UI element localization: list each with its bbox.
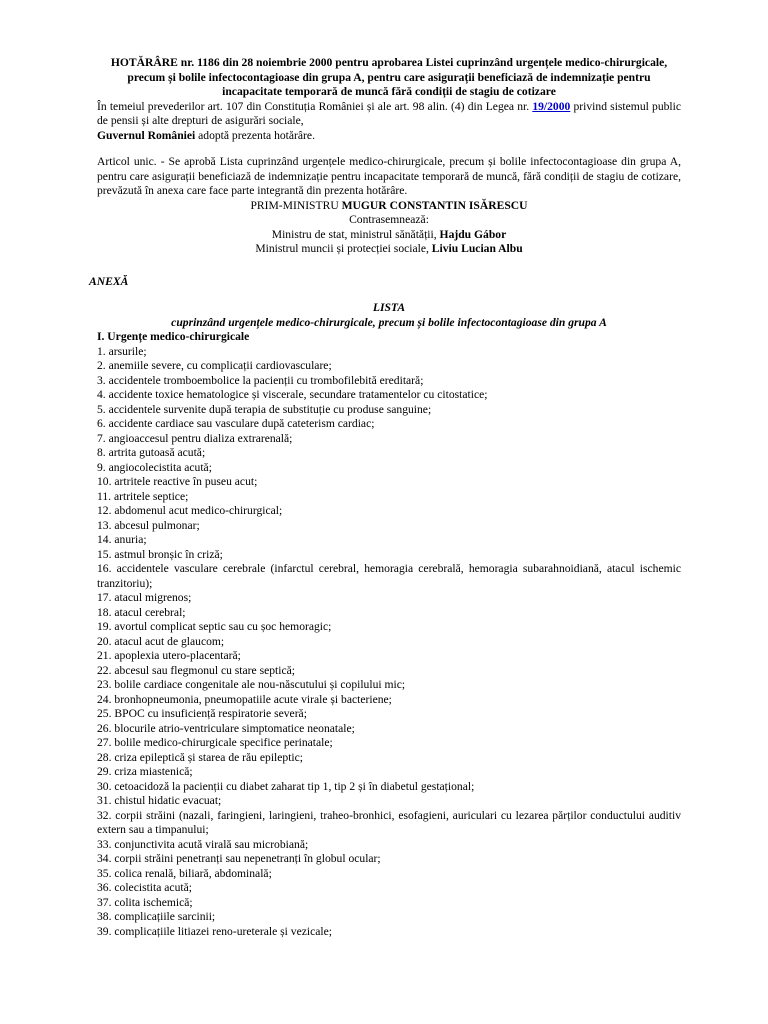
list-item: 26. blocurile atrio-ventriculare simptomatice neonatale; (97, 721, 355, 735)
list-item: 20. atacul acut de glaucom; (97, 634, 225, 648)
list-item: 21. apoplexia utero-placentară; (97, 649, 241, 663)
government-adopts (97, 129, 681, 144)
list-item: 16. accidentele vasculare cerebrale (infarctul cerebral, hemoragia cerebrală, hemoragia subarahnoidiană, atacul ischemic tranzitoriu); (97, 562, 681, 590)
list-item: 33. conjunctivita acută virală sau microbiană; (97, 837, 309, 851)
list-item: 35. colica renală, biliară, abdominală; (97, 866, 272, 880)
min2-label: Ministrul muncii și protecției sociale, (255, 242, 432, 256)
list-item: 24. bronhopneumonia, pneumopatiile acute virale și bacteriene; (97, 692, 392, 706)
list-item: 8. artrita gutoasă acută; (97, 446, 206, 460)
preamble-text: În temeiul prevederilor art. 107 din Constituția României și ale art. 98 alin. (4) din Legea nr. (97, 99, 533, 113)
list-item: 18. atacul cerebral; (97, 605, 186, 619)
document-page (89, 56, 681, 939)
min1-label: Ministru de stat, ministrul sănătății, (271, 227, 440, 241)
item-list (97, 345, 681, 940)
list-item: 27. bolile medico-chirurgicale specifice perinatale; (97, 736, 333, 750)
minister-labour-line (97, 242, 681, 257)
prime-minister-line (97, 199, 681, 214)
law-link[interactable]: 19/2000 (532, 99, 571, 113)
list-title: LISTA (372, 301, 406, 315)
list-item: 31. chistul hidatic evacuat; (97, 794, 222, 808)
annex-label: ANEXĂ (89, 274, 129, 288)
preamble-text-cont: privind sistemul public de pensii și alte drepturi de asigurări sociale, (97, 99, 681, 128)
list-item: 17. atacul migrenos; (97, 591, 192, 605)
list-item: 7. angioaccesul pentru dializa extrarenală; (97, 431, 293, 445)
list-item: 4. accidente toxice hematologice și viscerale, secundare tratamentelor cu citostatice; (97, 388, 488, 402)
list-item: 22. abcesul sau flegmonul cu stare septică; (97, 663, 295, 677)
list-item: 9. angiocolecistita acută; (97, 460, 212, 474)
list-item: 13. abcesul pulmonar; (97, 518, 200, 532)
single-article: Articol unic. - Se aprobă Lista cuprinzând urgențele medico-chirurgicale, precum și bolile infectocontagioase din grupa A, pentru care asigurații beneficiază de indemnizație pentru incapacitate temporară de muncă, fără condiții de stagiu de cotizare, prevăzută în anexa care face parte integrantă din prezenta hotărâre. (97, 155, 681, 198)
list-item: 19. avortul complicat septic sau cu șoc hemoragic; (97, 620, 332, 634)
minister-health-line (97, 228, 681, 243)
list-item: 32. corpii străini (nazali, faringieni, laringieni, traheo-bronhici, esofagieni, auriculari cu lezarea părților conductului auditiv extern sau a timpanului; (97, 808, 681, 837)
list-item: 37. colita ischemică; (97, 895, 193, 909)
list-item: 3. accidentele tromboembolice la pacienții cu trombofilebită ereditară; (97, 373, 424, 387)
list-item: 14. anuria; (97, 533, 147, 547)
government-name: Guvernul României (97, 128, 196, 142)
min2-name: Liviu Lucian Albu (431, 242, 523, 256)
list-item: 29. criza miastenică; (97, 765, 193, 779)
list-item: 28. criza epileptică și starea de rău epileptic; (97, 750, 304, 764)
list-item: 5. accidentele survenite după terapia de substituție cu produse sanguine; (97, 402, 432, 416)
list-item: 36. colecistita acută; (97, 881, 192, 895)
list-item: 11. artritele septice; (97, 489, 189, 503)
pm-label: PRIM-MINISTRU (250, 198, 342, 212)
min1-name: Hajdu Gábor (439, 227, 507, 241)
list-item: 25. BPOC cu insuficiență respiratorie severă; (97, 707, 307, 721)
list-item: 38. complicațiile sarcinii; (97, 910, 216, 924)
document-title: HOTĂRÂRE nr. 1186 din 28 noiembrie 2000 pentru aprobarea Listei cuprinzând urgențele medico-chirurgicale, precum și bolile infectocontagioase din grupa A, pentru care asigurații beneficiază de indemnizație pentru incapacitate temporară de muncă fără condiții de stagiu de cotizare (110, 56, 668, 99)
list-subtitle: cuprinzând urgențele medico-chirurgicale, precum și bolile infectocontagioase din grupa A (171, 315, 607, 329)
pm-name: MUGUR CONSTANTIN ISĂRESCU (341, 198, 528, 212)
list-item: 30. cetoacidoză la pacienții cu diabet zaharat tip 1, tip 2 și în diabetul gestațional; (97, 779, 475, 793)
list-item: 39. complicațiile litiazei reno-ureterale și vezicale; (97, 924, 332, 938)
list-item: 12. abdomenul acut medico-chirurgical; (97, 504, 283, 518)
list-item: 15. astmul bronșic în criză; (97, 547, 223, 561)
list-item: 10. artritele reactive în puseu acut; (97, 475, 258, 489)
government-adopts-text: adoptă prezenta hotărâre. (195, 128, 315, 142)
preamble (97, 100, 681, 129)
section-title: I. Urgențe medico-chirurgicale (97, 330, 250, 344)
list-item: 1. arsurile; (97, 344, 147, 358)
list-item: 23. bolile cardiace congenitale ale nou-născutului și copilului mic; (97, 678, 406, 692)
countersign-label: Contrasemnează: (349, 213, 429, 227)
list-item: 6. accidente cardiace sau vasculare după cateterism cardiac; (97, 417, 375, 431)
list-item: 2. anemiile severe, cu complicații cardiovasculare; (97, 359, 332, 373)
list-item: 34. corpii străini penetranți sau nepenetranți în globul ocular; (97, 852, 381, 866)
